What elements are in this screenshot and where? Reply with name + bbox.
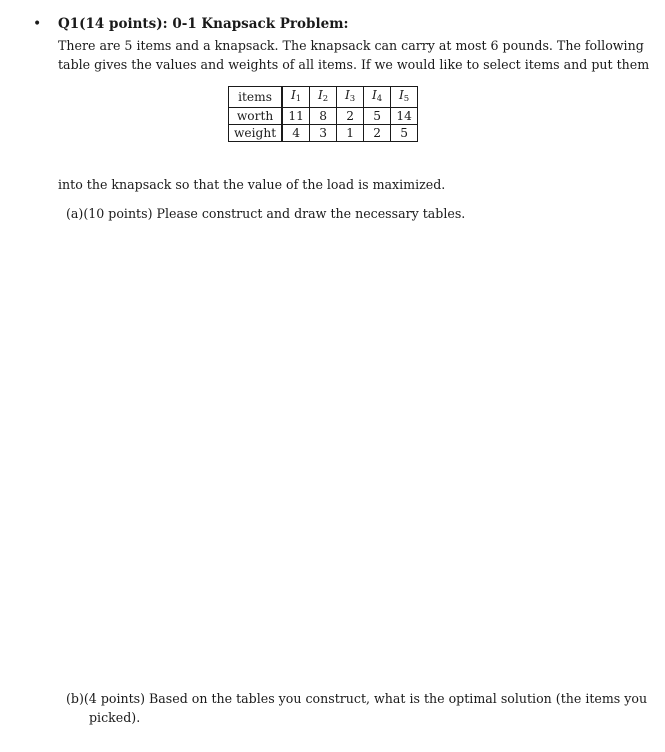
- part-b-line-1: (b)(4 points) Based on the tables you construct, what is the optimal solution (the items you: [66, 691, 648, 706]
- table-row-worth: [229, 108, 418, 125]
- weight-cell-4: 2: [364, 125, 391, 142]
- worth-cell-1: 11: [282, 108, 310, 125]
- weight-cell-2: 3: [310, 125, 337, 142]
- worth-cell-4: 5: [364, 108, 391, 125]
- knapsack-items-table: [228, 86, 418, 142]
- intro-continuation: into the knapsack so that the value of the load is maximized.: [58, 177, 446, 192]
- weight-cell-5: 5: [391, 125, 418, 142]
- intro-line-1: [58, 36, 644, 55]
- item-header-5: $I_5$: [391, 87, 418, 108]
- intro-text-1: There are 5 items and a knapsack. The knapsack can carry at most 6 pounds. The following: [58, 38, 644, 53]
- intro-text-2: table gives the values and weights of all items. If we would like to select items and put them: [58, 57, 650, 72]
- part-a-prompt: (a)(10 points) Please construct and draw the necessary tables.: [66, 206, 466, 221]
- question-heading: Q1(14 points): 0-1 Knapsack Problem:: [58, 16, 349, 32]
- item-header-2: $I_2$: [310, 87, 337, 108]
- part-b-prompt: [66, 689, 648, 727]
- worth-cell-3: 2: [337, 108, 364, 125]
- item-header-3: $I_3$: [337, 87, 364, 108]
- part-b-line-2: picked).: [89, 710, 141, 725]
- item-header-4: $I_4$: [364, 87, 391, 108]
- intro-line-2: [58, 55, 650, 74]
- worth-cell-2: 8: [310, 108, 337, 125]
- row-label-worth: worth: [229, 108, 283, 125]
- row-label-weight: weight: [229, 125, 283, 142]
- table-row-weight: [229, 125, 418, 142]
- weight-cell-3: 1: [337, 125, 364, 142]
- row-label-items: items: [229, 87, 283, 108]
- worth-cell-5: 14: [391, 108, 418, 125]
- table-row-items: [229, 87, 418, 108]
- bullet-marker: •: [33, 16, 42, 32]
- item-header-1: $I_1$: [282, 87, 310, 108]
- weight-cell-1: 4: [282, 125, 310, 142]
